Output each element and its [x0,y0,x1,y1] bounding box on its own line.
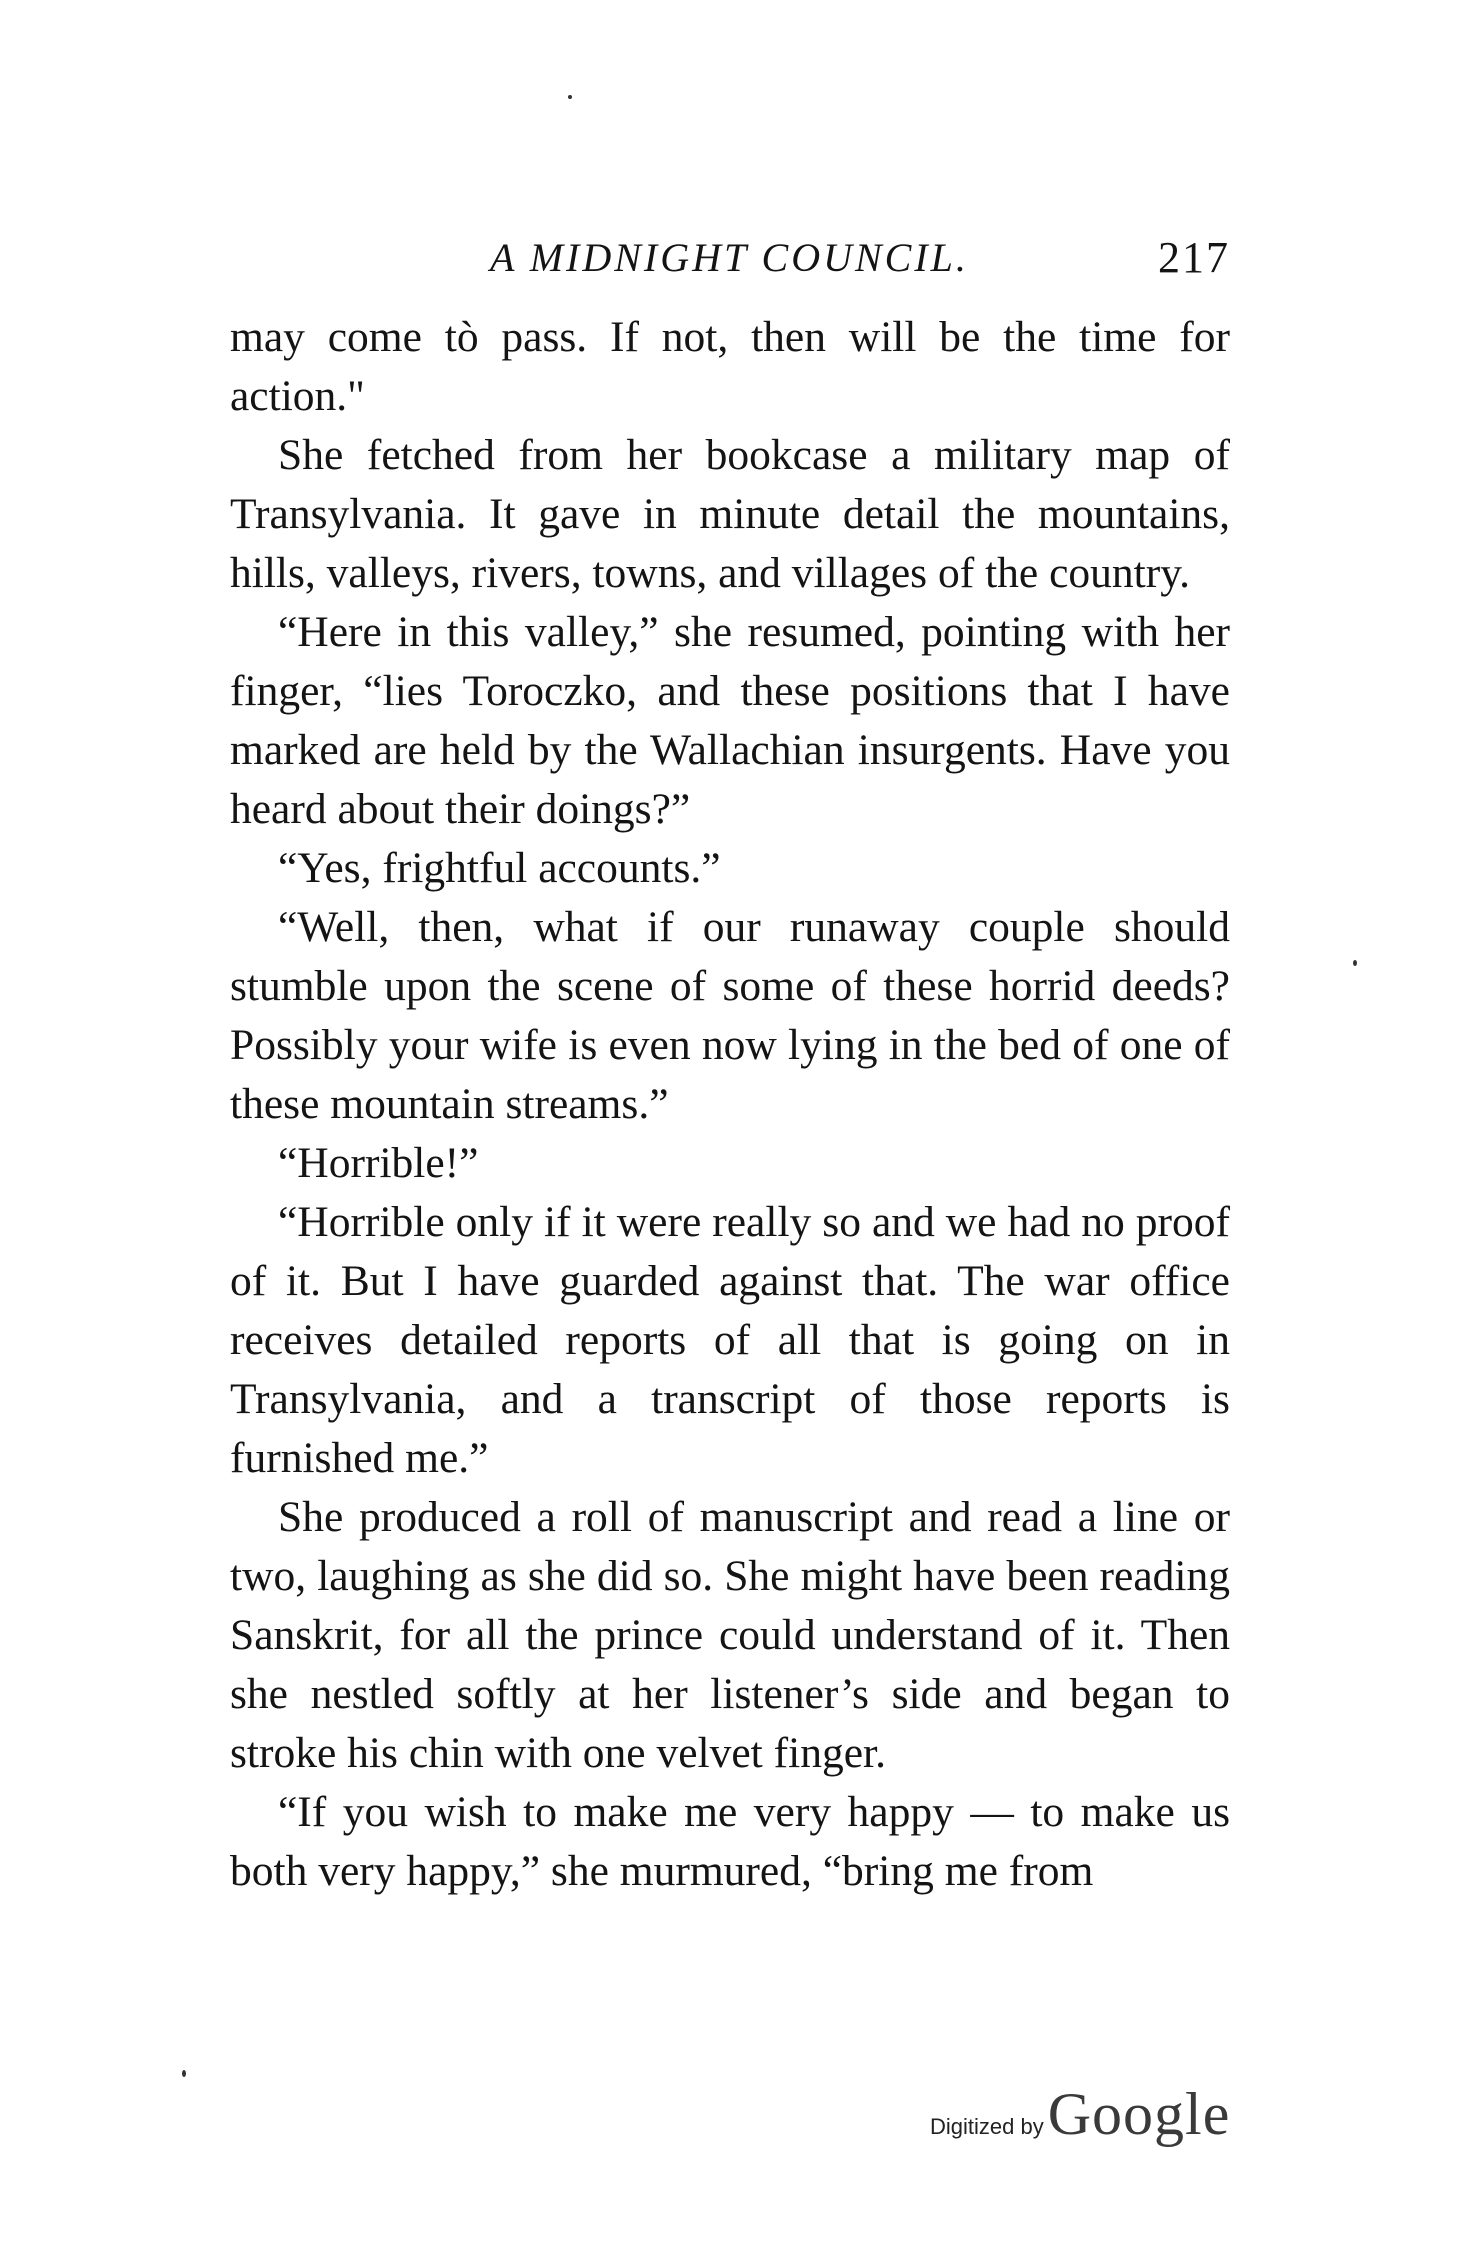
paragraph: She produced a roll of manuscript and read a line or two, laughing as she did so. She might have been reading Sanskrit, for all the prince could understand of it. Then she nestled softly at her listener’s side and began to stroke his chin with one velvet finger. [230,1493,1230,1777]
page-body [230,308,1230,1901]
paragraph: “Horrible!” [278,1139,479,1187]
paragraph: “Here in this valley,” she resumed, pointing with her finger, “lies Toroczko, and these positions that I have marked are held by the Wallachian insurgents. Have you heard about their doings?” [230,608,1230,833]
paragraph: “If you wish to make me very happy — to make us both very happy,” she murmured, “bring me from [230,1788,1230,1895]
running-title: A MIDNIGHT COUNCIL. [490,235,969,280]
print-speck [568,95,572,99]
paragraph: “Yes, frightful accounts.” [278,844,721,892]
paragraph: may come tò pass. If not, then will be the time for action." [230,313,1230,420]
running-header [230,228,1230,288]
google-logo: Google [1047,2081,1231,2147]
page-number: 217 [1158,233,1230,282]
paragraph: “Well, then, what if our runaway couple should stumble upon the scene of some of these horrid deeds? Possibly your wife is even now lying in the bed of one of these mountain streams.” [230,903,1230,1128]
digitized-watermark [930,2080,1270,2150]
print-speck [182,2070,186,2077]
digitized-by-label: Digitized by [930,2114,1044,2139]
print-speck [1353,960,1357,966]
paragraph: She fetched from her bookcase a military map of Transylvania. It gave in minute detail the mountains, hills, valleys, rivers, towns, and villages of the country. [230,431,1230,597]
paragraph: “Horrible only if it were really so and we had no proof of it. But I have guarded against that. The war office receives detailed reports of all that is going on in Transylvania, and a transcript of those reports is furnished me.” [230,1198,1230,1482]
